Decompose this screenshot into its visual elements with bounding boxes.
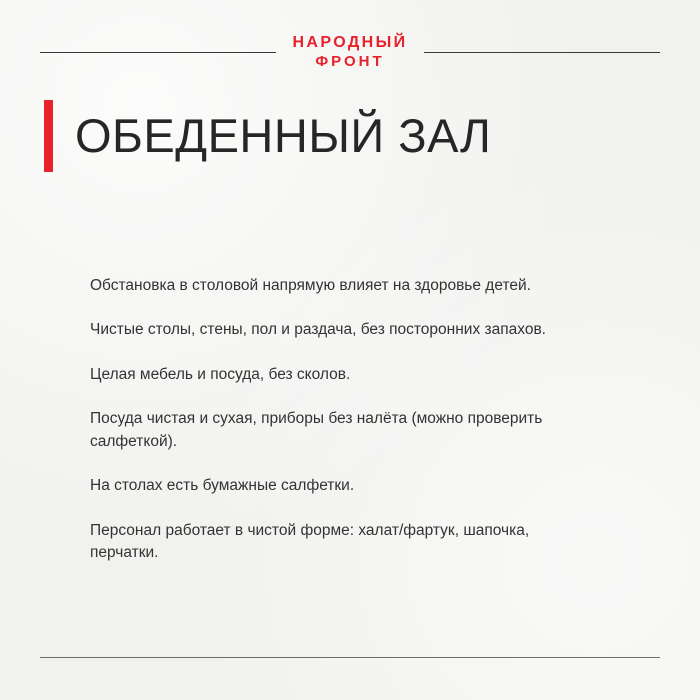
- brand-logo-line-2: ФРОНТ: [315, 52, 385, 70]
- body-paragraph: Посуда чистая и сухая, приборы без налёта (можно проверить салфеткой).: [90, 410, 543, 450]
- header-rule-left: [40, 52, 276, 53]
- brand-logo-line-1: НАРОДНЫЙ: [292, 33, 408, 51]
- title-accent-bar: [44, 100, 53, 172]
- body-paragraph: Чистые столы, стены, пол и раздача, без посторонних запахов.: [90, 321, 546, 339]
- body-text: [90, 275, 630, 565]
- body-paragraph: Целая мебель и посуда, без сколов.: [90, 365, 351, 383]
- brand-logo: [290, 34, 409, 71]
- body-paragraph: Персонал работает в чистой форме: халат/фартук, шапочка, перчатки.: [90, 521, 530, 562]
- body-paragraph: На столах есть бумажные салфетки.: [90, 477, 355, 495]
- body-paragraph: Обстановка в столовой напрямую влияет на здоровье детей.: [90, 277, 531, 294]
- footer-divider: [40, 657, 660, 658]
- page-title: ОБЕДЕННЫЙ ЗАЛ: [75, 109, 492, 162]
- header: [40, 28, 660, 76]
- header-rule-right: [424, 52, 660, 53]
- title-block: [44, 100, 660, 172]
